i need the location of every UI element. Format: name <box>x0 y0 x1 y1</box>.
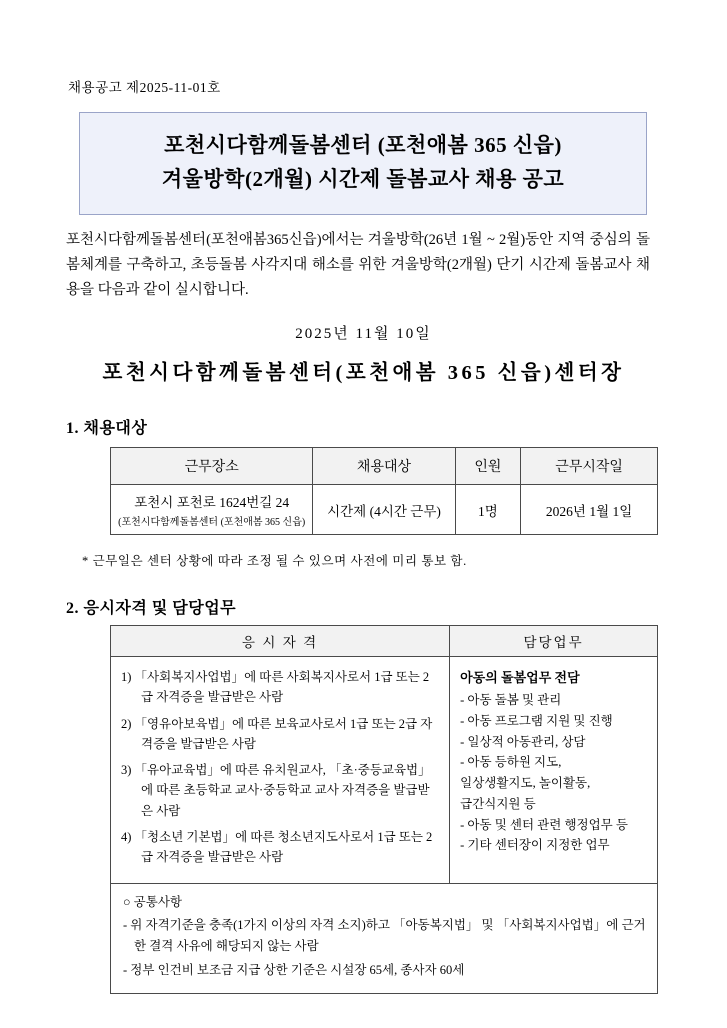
title-line-2: 겨울방학(2개월) 시간제 돌봄교사 채용 공고 <box>161 166 565 191</box>
cell-target: 시간제 (4시간 근무) <box>313 485 455 535</box>
recruitment-table <box>110 447 658 535</box>
header-workplace: 근무장소 <box>111 448 313 485</box>
table-header-row <box>111 626 658 657</box>
list-item: - 아동 및 센터 관련 행정업무 등 <box>460 817 628 832</box>
list-item: 1) 「사회복지사업법」에 따른 사회복지사로서 1급 또는 2급 자격증을 발급받은 사람 <box>121 670 430 705</box>
cell-common-conditions <box>111 884 658 994</box>
table-row <box>111 657 658 884</box>
header-duty: 담당업무 <box>450 626 658 657</box>
qualification-duty-table <box>110 625 658 994</box>
header-count: 인원 <box>455 448 521 485</box>
duty-list <box>460 691 649 856</box>
table-row <box>111 485 658 535</box>
document-number: 채용공고 제2025-11-01호 <box>68 80 221 95</box>
section-2-heading: 2. 응시자격 및 담당업무 <box>66 600 237 617</box>
list-item: - 아동 프로그램 지원 및 진행 <box>460 713 613 728</box>
list-item: - 정부 인건비 보조금 지급 상한 기준은 시설장 65세, 종사자 60세 <box>123 962 465 977</box>
header-start-date: 근무시작일 <box>521 448 658 485</box>
list-item: 일상생활지도, 놀이활동, <box>460 776 591 790</box>
cell-count: 1명 <box>455 485 521 535</box>
cell-workplace <box>111 485 313 535</box>
workplace-address: 포천시 포천로 1624번길 24 <box>134 495 290 510</box>
title-box <box>79 112 647 215</box>
organization-name: 포천시다함께돌봄센터(포천애봄 365 신읍)센터장 <box>102 362 625 384</box>
intro-paragraph: 포천시다함께돌봄센터(포천애봄365신읍)에서는 겨울방학(26년 1월 ~ 2월)동안 지역 중심의 돌봄체계를 구축하고, 초등돌봄 사각지대 해소를 위한 겨울방학(2개월) 단기 시간제 돌봄교사 채용을 다음과 같이 실시합니다. <box>66 232 650 298</box>
table-header-row <box>111 448 658 485</box>
list-item: 2) 「영유아보육법」에 따른 보육교사로서 1급 또는 2급 자격증을 발급받은 사람 <box>121 716 433 751</box>
list-item: 급간식지원 등 <box>460 796 536 811</box>
section-1-note: * 근무일은 센터 상황에 따라 조정 될 수 있으며 사전에 미리 통보 함. <box>82 554 467 568</box>
announcement-date: 2025년 11월 10일 <box>295 326 432 342</box>
list-item: - 일상적 아동관리, 상담 <box>460 734 586 749</box>
duty-title: 아동의 돌봄업무 전담 <box>460 670 580 685</box>
cell-duties <box>450 657 658 884</box>
list-item: - 위 자격기준을 충족(1가지 이상의 자격 소지)하고 「아동복지법」 및 「사회복지사업법」에 근거한 결격 사유에 해당되지 않는 사람 <box>123 918 646 953</box>
list-item: - 기타 센터장이 지정한 업무 <box>460 838 610 853</box>
list-item: 3) 「유아교육법」에 따른 유치원교사, 「초·중등교육법」에 따른 초등학교 교사·중등학교 교사 자격증을 발급받은 사람 <box>121 763 431 818</box>
cell-qualifications <box>111 657 450 884</box>
list-item: - 아동 돌봄 및 관리 <box>460 693 562 707</box>
cell-start-date: 2026년 1월 1일 <box>521 485 658 535</box>
workplace-center-name: (포천시다함께돌봄센터 (포천애봄 365 신읍) <box>118 517 306 528</box>
list-item: 4) 「청소년 기본법」에 따른 청소년지도사로서 1급 또는 2급 자격증을 발급받은 사람 <box>121 829 433 864</box>
header-target: 채용대상 <box>313 448 455 485</box>
table-row <box>111 884 658 994</box>
title-line-1: 포천시다함께돌봄센터 (포천애봄 365 신읍) <box>164 133 562 157</box>
common-conditions-title: ○ 공통사항 <box>123 895 182 910</box>
section-1-heading: 1. 채용대상 <box>66 420 148 437</box>
list-item: - 아동 등하원 지도, <box>460 755 562 770</box>
common-conditions-list <box>123 915 647 980</box>
qualification-list <box>121 667 441 867</box>
header-qualification: 응 시 자 격 <box>111 626 450 657</box>
